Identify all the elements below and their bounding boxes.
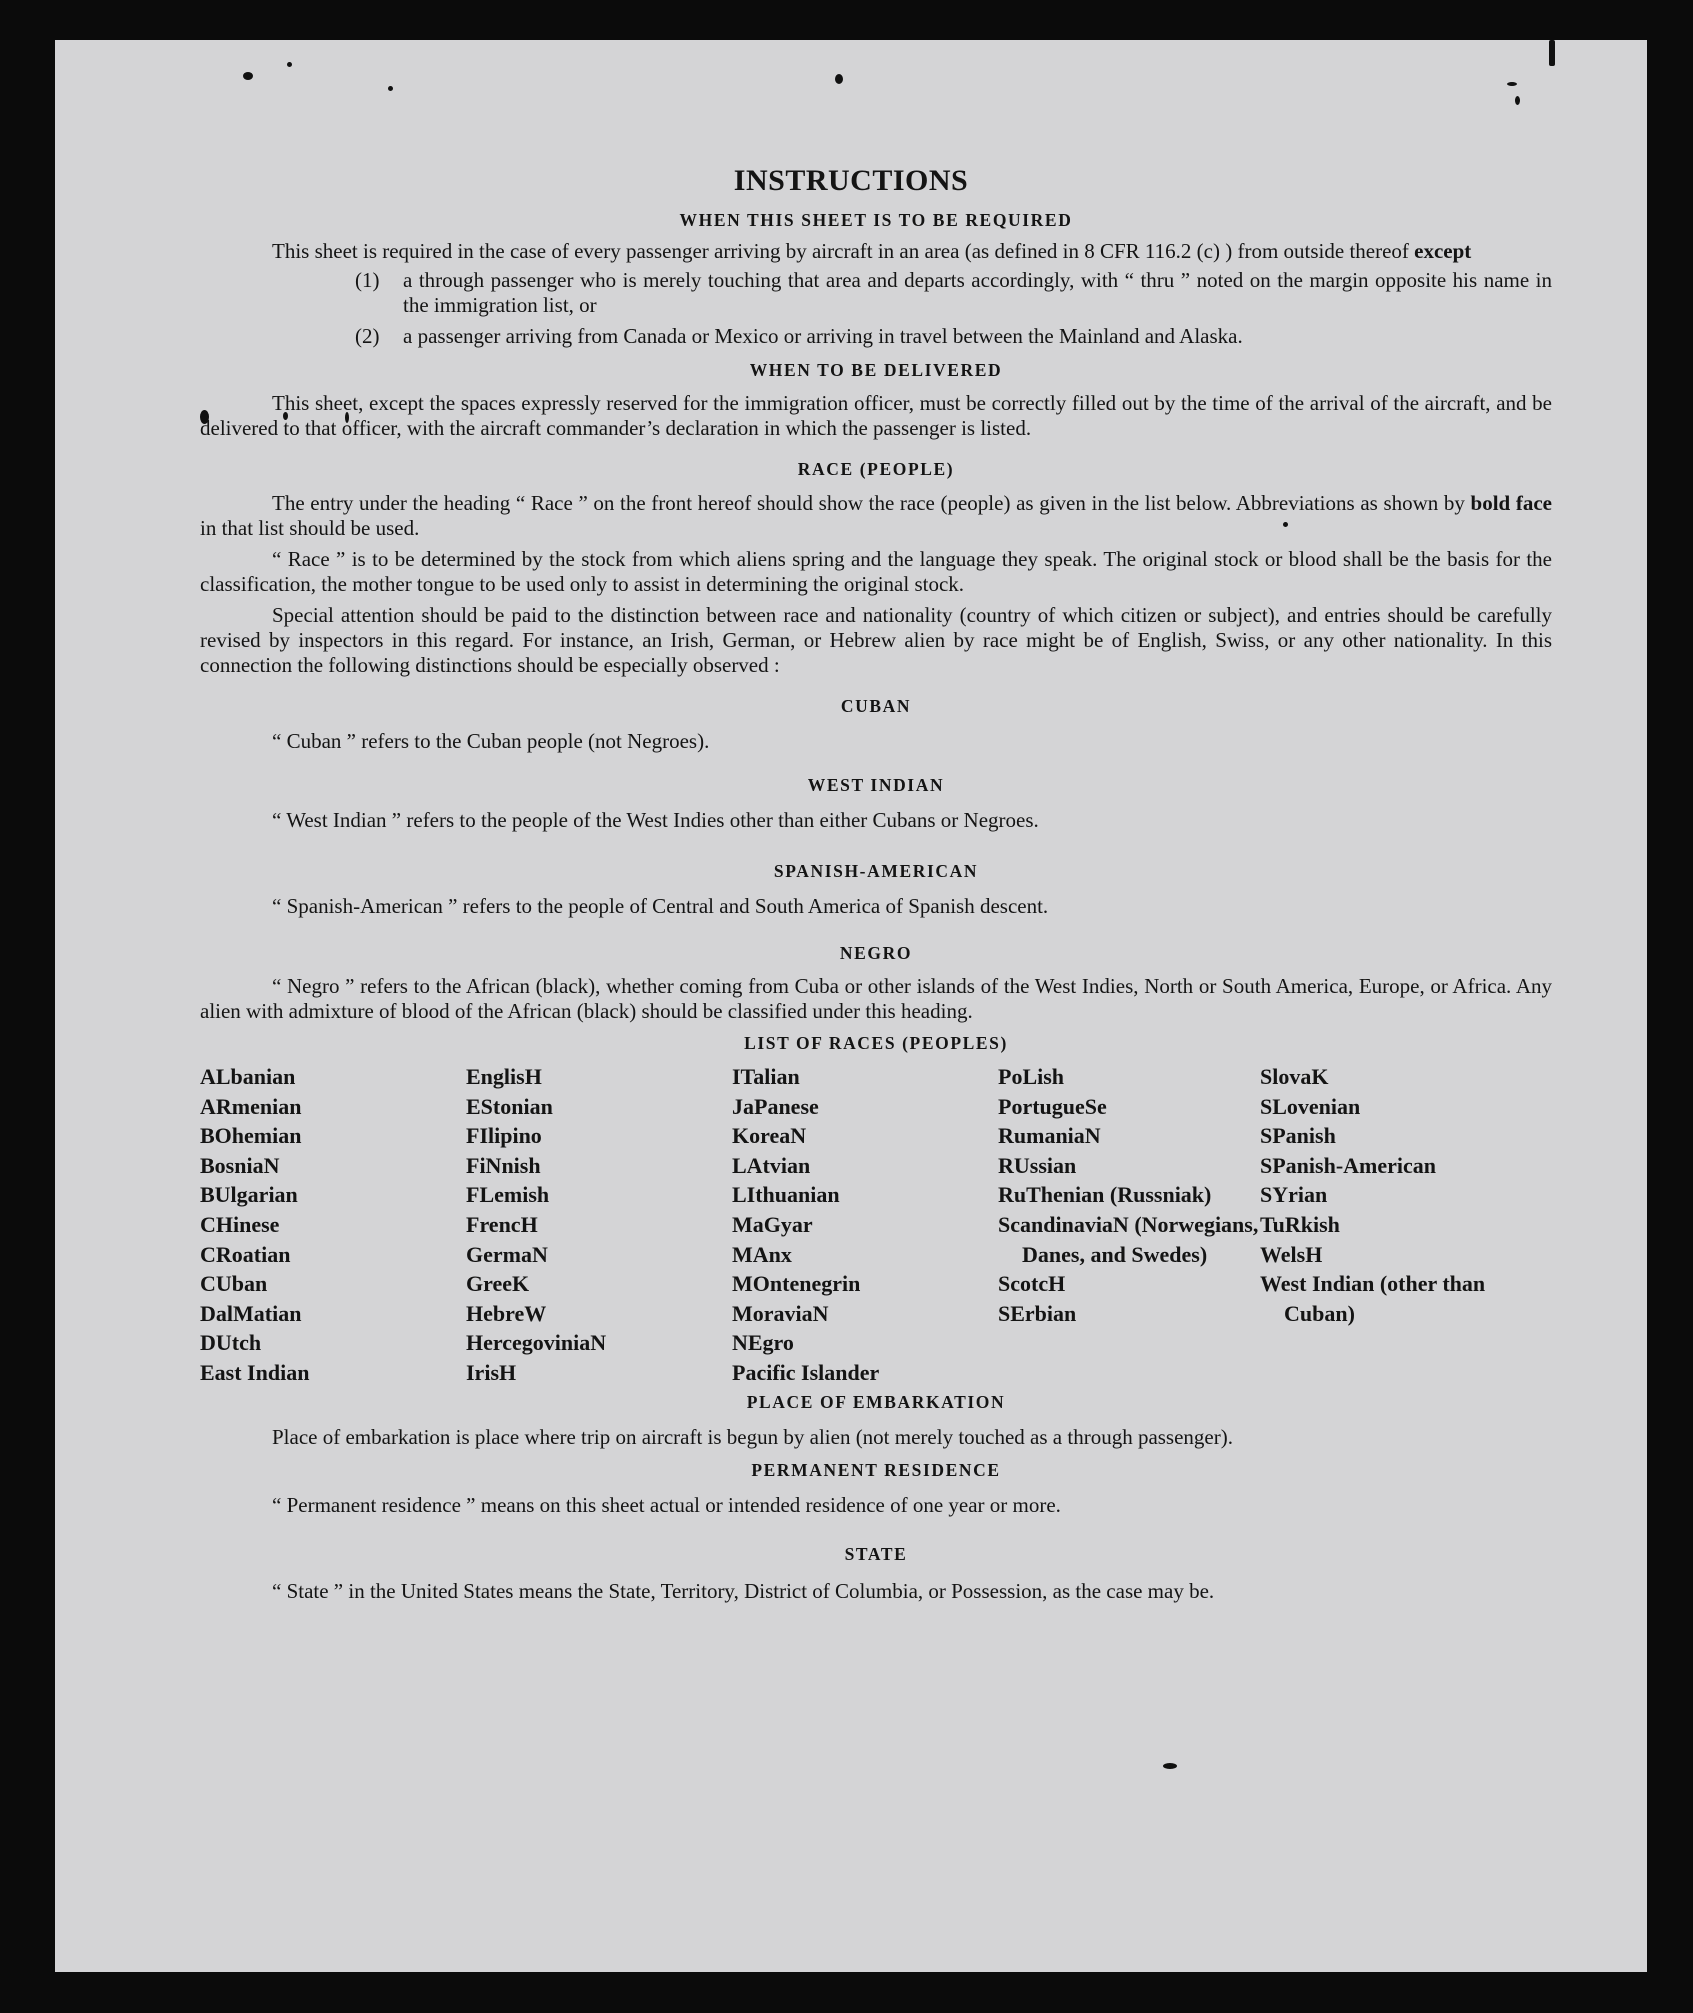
race-entry: FiNnish: [466, 1152, 541, 1178]
race-entry: NEgro: [732, 1330, 794, 1356]
race-entry: LIthuanian: [732, 1182, 840, 1208]
race-paragraph-1: The entry under the heading “ Race ” on the front hereof should show the race (people) as given in the list below. Abbreviations as shown by bold face in that list should be used.: [200, 491, 1553, 540]
race-entry: JaPanese: [732, 1093, 819, 1119]
permanent-residence-text: “ Permanent residence ” means on this sheet actual or intended residence of one year or more.: [272, 1492, 1061, 1517]
race-entry: GreeK: [466, 1271, 530, 1297]
race-column: [998, 1062, 1260, 1388]
race-entry: SPanish: [1260, 1123, 1336, 1149]
race-entry: SYrian: [1260, 1182, 1328, 1208]
race-column: [732, 1062, 998, 1388]
race-entry: CRoatian: [200, 1241, 291, 1267]
race-entry: PortugueSe: [998, 1093, 1107, 1119]
race-entry: WelsH: [1260, 1241, 1323, 1267]
race-entry: CUban: [200, 1271, 268, 1297]
exception-number: (1): [355, 268, 380, 292]
heading-race: RACE (PEOPLE): [797, 459, 955, 479]
race-entry: TuRkish: [1260, 1211, 1340, 1237]
cuban-text: “ Cuban ” refers to the Cuban people (not Negroes).: [272, 729, 710, 753]
race-entry: MoraviaN: [732, 1300, 829, 1326]
exception-text: a through passenger who is merely touching that area and departs accordingly, with “ thru ” noted on the margin opposite his name in the immigration list, or: [403, 268, 1552, 317]
when-required-intro: This sheet is required in the case of every passenger arriving by aircraft in an area (as defined in 8 CFR 116.2 (c) ) from outside thereof except: [272, 239, 1472, 263]
race-entry: ScandinaviaN (Norwegians, Danes, and Swedes): [998, 1211, 1259, 1267]
race-entry: BUlgarian: [200, 1182, 298, 1208]
race-entry: EStonian: [466, 1093, 553, 1119]
race-entry: EnglisH: [466, 1064, 542, 1089]
spanish-american-text: “ Spanish-American ” refers to the people of Central and South America of Spanish descent.: [272, 894, 1049, 918]
race-entry: GermaN: [466, 1241, 548, 1267]
race-entry: SErbian: [998, 1300, 1077, 1326]
race-entry: PoLish: [998, 1064, 1065, 1089]
instruction-sheet: [55, 40, 1647, 1972]
race-entry: MOntenegrin: [732, 1271, 861, 1297]
race-entry: SPanish-American: [1260, 1152, 1436, 1178]
race-entry: MAnx: [732, 1241, 792, 1267]
race-list: [200, 1062, 1552, 1388]
race-column: [1260, 1062, 1550, 1388]
race-entry: DUtch: [200, 1330, 262, 1356]
race-column: [200, 1062, 466, 1388]
heading-state: STATE: [844, 1543, 908, 1564]
race-entry: KoreaN: [732, 1123, 807, 1149]
scan-speck: [1549, 40, 1555, 66]
heading-west-indian: WEST INDIAN: [807, 775, 945, 795]
race-entry: FIlipino: [466, 1123, 542, 1149]
page-title: INSTRUCTIONS: [733, 164, 969, 197]
heading-list-of-races: LIST OF RACES (PEOPLES): [744, 1033, 1008, 1053]
race-entry: RUssian: [998, 1152, 1077, 1178]
race-paragraph-2: “ Race ” is to be determined by the stock from which aliens spring and the language they speak. The original stock or blood shall be the basis for the classification, the mother tongue to be used only to assist in determining the original stock.: [200, 547, 1552, 596]
exception-item: [355, 268, 1552, 318]
race-entry: HercegoviniaN: [466, 1330, 607, 1356]
race-entry: BosniaN: [200, 1152, 280, 1178]
race-entry: East Indian: [200, 1359, 310, 1385]
exception-text: a passenger arriving from Canada or Mexico or arriving in travel between the Mainland and Alaska.: [403, 324, 1243, 348]
heading-permanent-residence: PERMANENT RESIDENCE: [751, 1459, 1001, 1480]
heading-cuban: CUBAN: [840, 696, 912, 716]
race-entry: RuThenian (Russniak): [998, 1182, 1212, 1208]
race-entry: ITalian: [732, 1064, 800, 1089]
race-paragraph-3: Special attention should be paid to the distinction between race and nationality (country of which citizen or subject), and entries should be carefully revised by inspectors in this regard. For instance, an Irish, German, or Hebrew alien by race might be of English, Swiss, or any other nationality. In this connection the following distinctions should be especially observed :: [200, 603, 1552, 677]
exception-number: (2): [355, 324, 380, 348]
scan-speck: [1163, 1763, 1177, 1769]
heading-when-delivered: WHEN TO BE DELIVERED: [749, 360, 1003, 380]
race-entry: MaGyar: [732, 1211, 813, 1237]
race-entry: DalMatian: [200, 1300, 302, 1326]
scan-speck: [1507, 82, 1517, 86]
race-entry: ScotcH: [998, 1271, 1066, 1297]
race-entry: ALbanian: [200, 1064, 296, 1089]
race-entry: CHinese: [200, 1211, 280, 1237]
heading-place-of-embarkation: PLACE OF EMBARKATION: [746, 1391, 1006, 1412]
state-text: “ State ” in the United States means the State, Territory, District of Columbia, or Possession, as the case may be.: [272, 1578, 1215, 1603]
race-entry: BOhemian: [200, 1123, 302, 1149]
race-entry: RumaniaN: [998, 1123, 1101, 1149]
race-entry: SLovenian: [1260, 1093, 1361, 1119]
instructions-body: [200, 208, 1552, 1604]
when-delivered-text: This sheet, except the spaces expressly reserved for the immigration officer, must be correctly filled out by the time of the arrival of the aircraft, and be delivered to that officer, with the aircraft commander’s declaration in which the passenger is listed.: [200, 391, 1552, 440]
race-entry: LAtvian: [732, 1152, 811, 1178]
heading-when-required: WHEN THIS SHEET IS TO BE REQUIRED: [679, 210, 1073, 230]
scan-speck: [1515, 96, 1520, 105]
scan-speck: [835, 74, 843, 84]
scan-speck: [243, 72, 253, 80]
race-entry: FLemish: [466, 1182, 550, 1208]
race-entry: SlovaK: [1260, 1064, 1329, 1089]
race-entry: FrencH: [466, 1211, 538, 1237]
heading-negro: NEGRO: [839, 943, 913, 963]
exception-item: [355, 324, 1552, 349]
race-entry: IrisH: [466, 1359, 517, 1385]
race-entry: West Indian (other than Cuban): [1260, 1271, 1486, 1326]
race-entry: HebreW: [466, 1300, 547, 1326]
place-of-embarkation-text: Place of embarkation is place where trip on aircraft is begun by alien (not merely touched as a through passenger).: [272, 1424, 1233, 1449]
scan-speck: [388, 86, 393, 91]
scan-speck: [287, 62, 292, 67]
race-entry: Pacific Islander: [732, 1359, 880, 1385]
race-entry: ARmenian: [200, 1093, 302, 1119]
west-indian-text: “ West Indian ” refers to the people of the West Indies other than either Cubans or Negroes.: [272, 808, 1039, 832]
negro-text: “ Negro ” refers to the African (black), whether coming from Cuba or other islands of the West Indies, North or South America, Europe, or Africa. Any alien with admixture of blood of the African (black) should be classified under this heading.: [200, 974, 1552, 1023]
heading-spanish-american: SPANISH-AMERICAN: [773, 861, 979, 881]
race-column: [466, 1062, 732, 1388]
